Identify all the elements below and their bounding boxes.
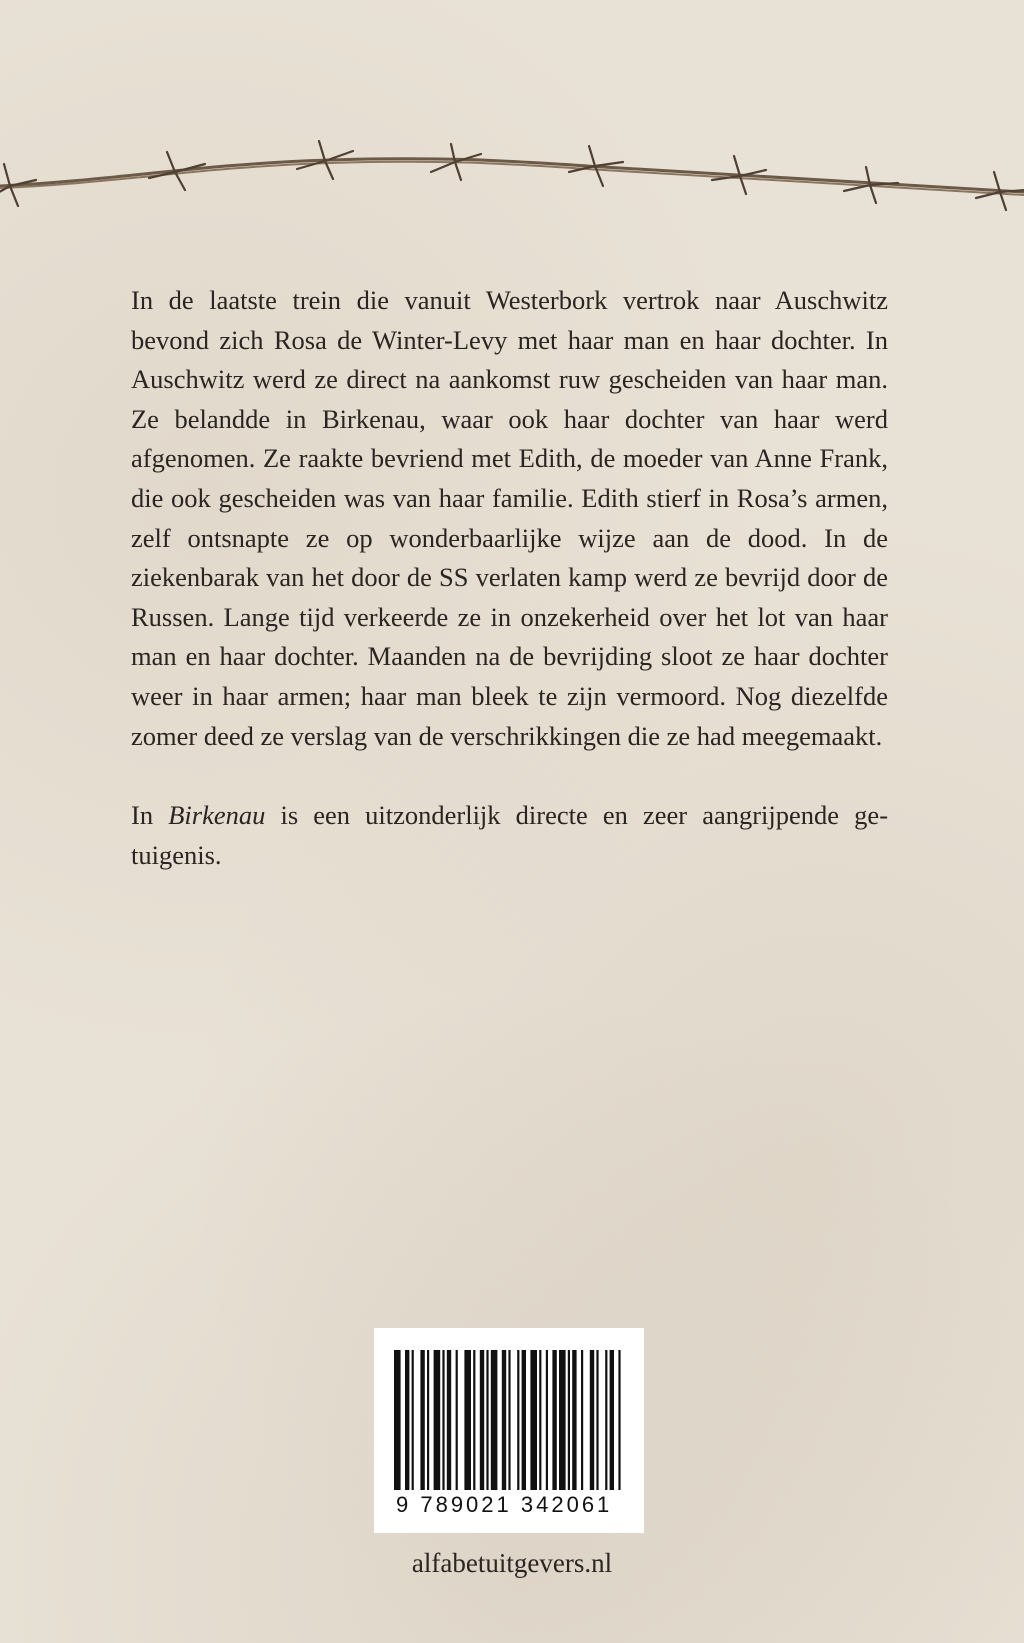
barcode-bar bbox=[447, 1350, 451, 1490]
barcode-bar bbox=[568, 1350, 570, 1490]
barcode-bar bbox=[530, 1350, 537, 1490]
barcode-bar bbox=[610, 1350, 614, 1490]
barcode-bar bbox=[491, 1350, 498, 1490]
barcode-bar bbox=[412, 1350, 414, 1490]
barcode-bar bbox=[572, 1350, 576, 1490]
barcode-bar bbox=[434, 1350, 441, 1490]
barcode-bar bbox=[546, 1350, 548, 1490]
barcode-bar bbox=[596, 1350, 598, 1490]
barcode-bar bbox=[552, 1350, 556, 1490]
publisher-website: alfabetuitgevers.nl bbox=[411, 1548, 613, 1578]
barcode-bar bbox=[522, 1350, 526, 1490]
barcode-bar bbox=[508, 1350, 510, 1490]
barbed-wire-icon bbox=[0, 140, 1024, 220]
barcode-bar bbox=[605, 1350, 607, 1490]
barcode-bar bbox=[420, 1350, 424, 1490]
barcode-bar bbox=[427, 1350, 429, 1490]
barcode-bar bbox=[480, 1350, 484, 1490]
barcode-bar bbox=[590, 1350, 594, 1490]
isbn-barcode bbox=[374, 1328, 644, 1533]
barcode-bar bbox=[464, 1350, 471, 1490]
barcode-bar bbox=[581, 1350, 583, 1490]
barcode-bar bbox=[559, 1350, 566, 1490]
barcode-icon bbox=[394, 1350, 624, 1490]
back-cover-blurb bbox=[131, 281, 888, 875]
isbn-number: 9 789021 342061 bbox=[396, 1492, 613, 1517]
barcode-bar bbox=[394, 1350, 401, 1490]
blurb-paragraph-2 bbox=[131, 796, 888, 875]
barcode-bar bbox=[618, 1350, 620, 1490]
barcode-bar bbox=[405, 1350, 409, 1490]
barcode-bar bbox=[456, 1350, 458, 1490]
barcode-bar bbox=[473, 1350, 475, 1490]
barcode-bar bbox=[517, 1350, 519, 1490]
book-title-italic: Birkenau bbox=[168, 800, 266, 831]
barcode-bar bbox=[486, 1350, 488, 1490]
barcode-bar bbox=[502, 1350, 506, 1490]
blurb-paragraph-1: In de laatste trein die vanuit Westerbork vertrok naar Auschwitz bevond zich Rosa de Winter-Levy met haar man en haar dochter. In Auschwitz werd ze direct na aankomst ruw gescheiden van haar man. Ze belandde in Birkenau, waar ook haar dochter van haar werd afgenomen. Ze raakte bevriend met Edith, de moeder van Anne Frank, die ook gescheiden was van haar familie. Edith stierf in Rosa’s armen, zelf ontsnapte ze op wonderbaarlijke wijze aan de dood. In de ziekenbarak van het door de SS verlaten kamp werd ze bevrijd door de Russen. Lange tijd verkeerde ze in onzekerheid over het lot van haar man en haar dochter. Maanden na de bevrijding sloot ze haar dochter weer in haar armen; haar man bleek te zijn vermoord. Nog diezelfde zomer deed ze verslag van de verschrikkingen die ze had meegemaakt. bbox=[131, 285, 888, 751]
barcode-bar bbox=[442, 1350, 444, 1490]
blurb-paragraph-2-prefix: In bbox=[131, 800, 169, 831]
blurb-paragraph-2-suffix: is een uitzonderlijk directe en zeer aangrijpende getuigenis. bbox=[131, 800, 889, 870]
barcode-bar bbox=[539, 1350, 541, 1490]
